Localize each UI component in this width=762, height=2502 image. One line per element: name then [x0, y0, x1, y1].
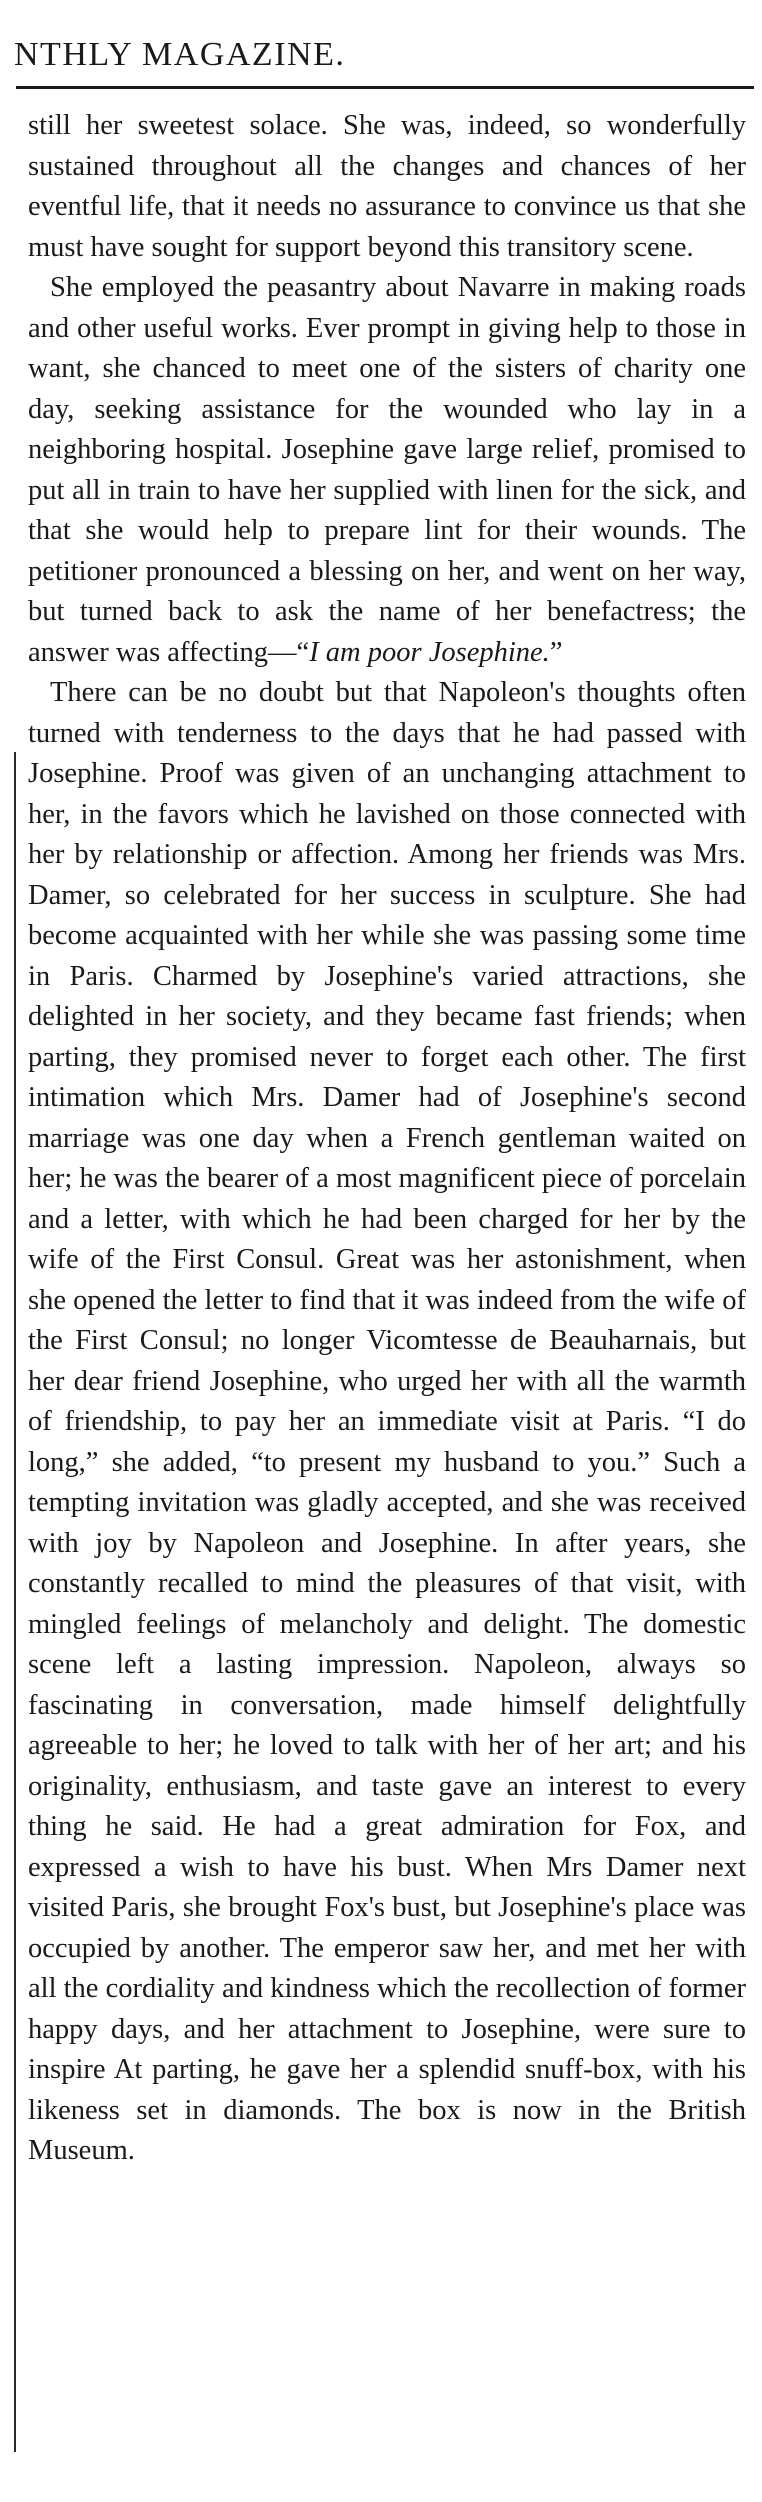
quote-close: ” — [549, 636, 563, 668]
column-rule — [14, 752, 16, 2452]
running-head: NTHLY MAGAZINE. — [14, 36, 346, 73]
paragraph-solace: still her sweetest solace. She was, indeed, so wonderfully sustained throughout all the changes and chances of her eventful life, that it needs no assurance to convince us that she must have sought for support beyond this transitory scene. — [28, 110, 746, 263]
header-rule — [16, 86, 754, 89]
paragraph-navarre-text: She employed the peasantry about Navarre in making roads and other useful works. Ever prompt in giving help to those in want, she chanced to meet one of the sisters of charity one day, seeking assistance for the wounded who lay in a neighboring hospital. Josephine gave large relief, promised to put all in train to have her supplied with linen for the sick, and that she would help to prepare lint for their wounds. The petitioner pronounced a blessing on her, and went on her way, but turned back to ask the name of her benefactress; the answer was affecting—“ — [28, 272, 746, 668]
article-body — [28, 106, 746, 2172]
paragraph-navarre — [28, 268, 746, 673]
paragraph-mrs-damer: There can be no doubt but that Napoleon's thoughts often turned with tenderness to the days that he had passed with Josephine. Proof was given of an unchanging attachment to her, in the favors which he lavished on those connected with her by relationship or affection. Among her friends was Mrs. Damer, so celebrated for her success in sculpture. She had become acquainted with her while she was passing some time in Paris. Charmed by Josephine's varied attractions, she delighted in her society, and they became fast friends; when parting, they promised never to forget each other. The first intimation which Mrs. Damer had of Josephine's second marriage was one day when a French gentleman waited on her; he was the bearer of a most magnificent piece of porcelain and a letter, with which he had been charged for her by the wife of the First Consul. Great was her astonishment, when she opened the letter to find that it was indeed from the wife of the First Consul; no longer Vicomtesse de Beauharnais, but her dear friend Josephine, who urged her with all the warmth of friendship, to pay her an immediate visit at Paris. “I do long,” she added, “to present my husband to you.” Such a tempting invitation was gladly accepted, and she was received with joy by Napoleon and Josephine. In after years, she constantly recalled to mind the pleasures of that visit, with mingled feelings of melancholy and delight. The domestic scene left a lasting impression. Napoleon, always so fascinating in conversation, made himself delightfully agreeable to her; he loved to talk with her of her art; and his originality, enthusiasm, and taste gave an interest to every thing he said. He had a great admiration for Fox, and expressed a wish to have his bust. When Mrs Damer next visited Paris, she brought Fox's bust, but Josephine's place was occupied by another. The emperor saw her, and met her with all the cordiality and kindness which the recollection of former happy days, and her attachment to Josephine, were sure to inspire At parting, he gave her a splendid snuff-box, with his likeness set in diamonds. The box is now in the British Museum. — [28, 677, 746, 2166]
josephine-quote: I am poor Josephine. — [309, 636, 550, 668]
